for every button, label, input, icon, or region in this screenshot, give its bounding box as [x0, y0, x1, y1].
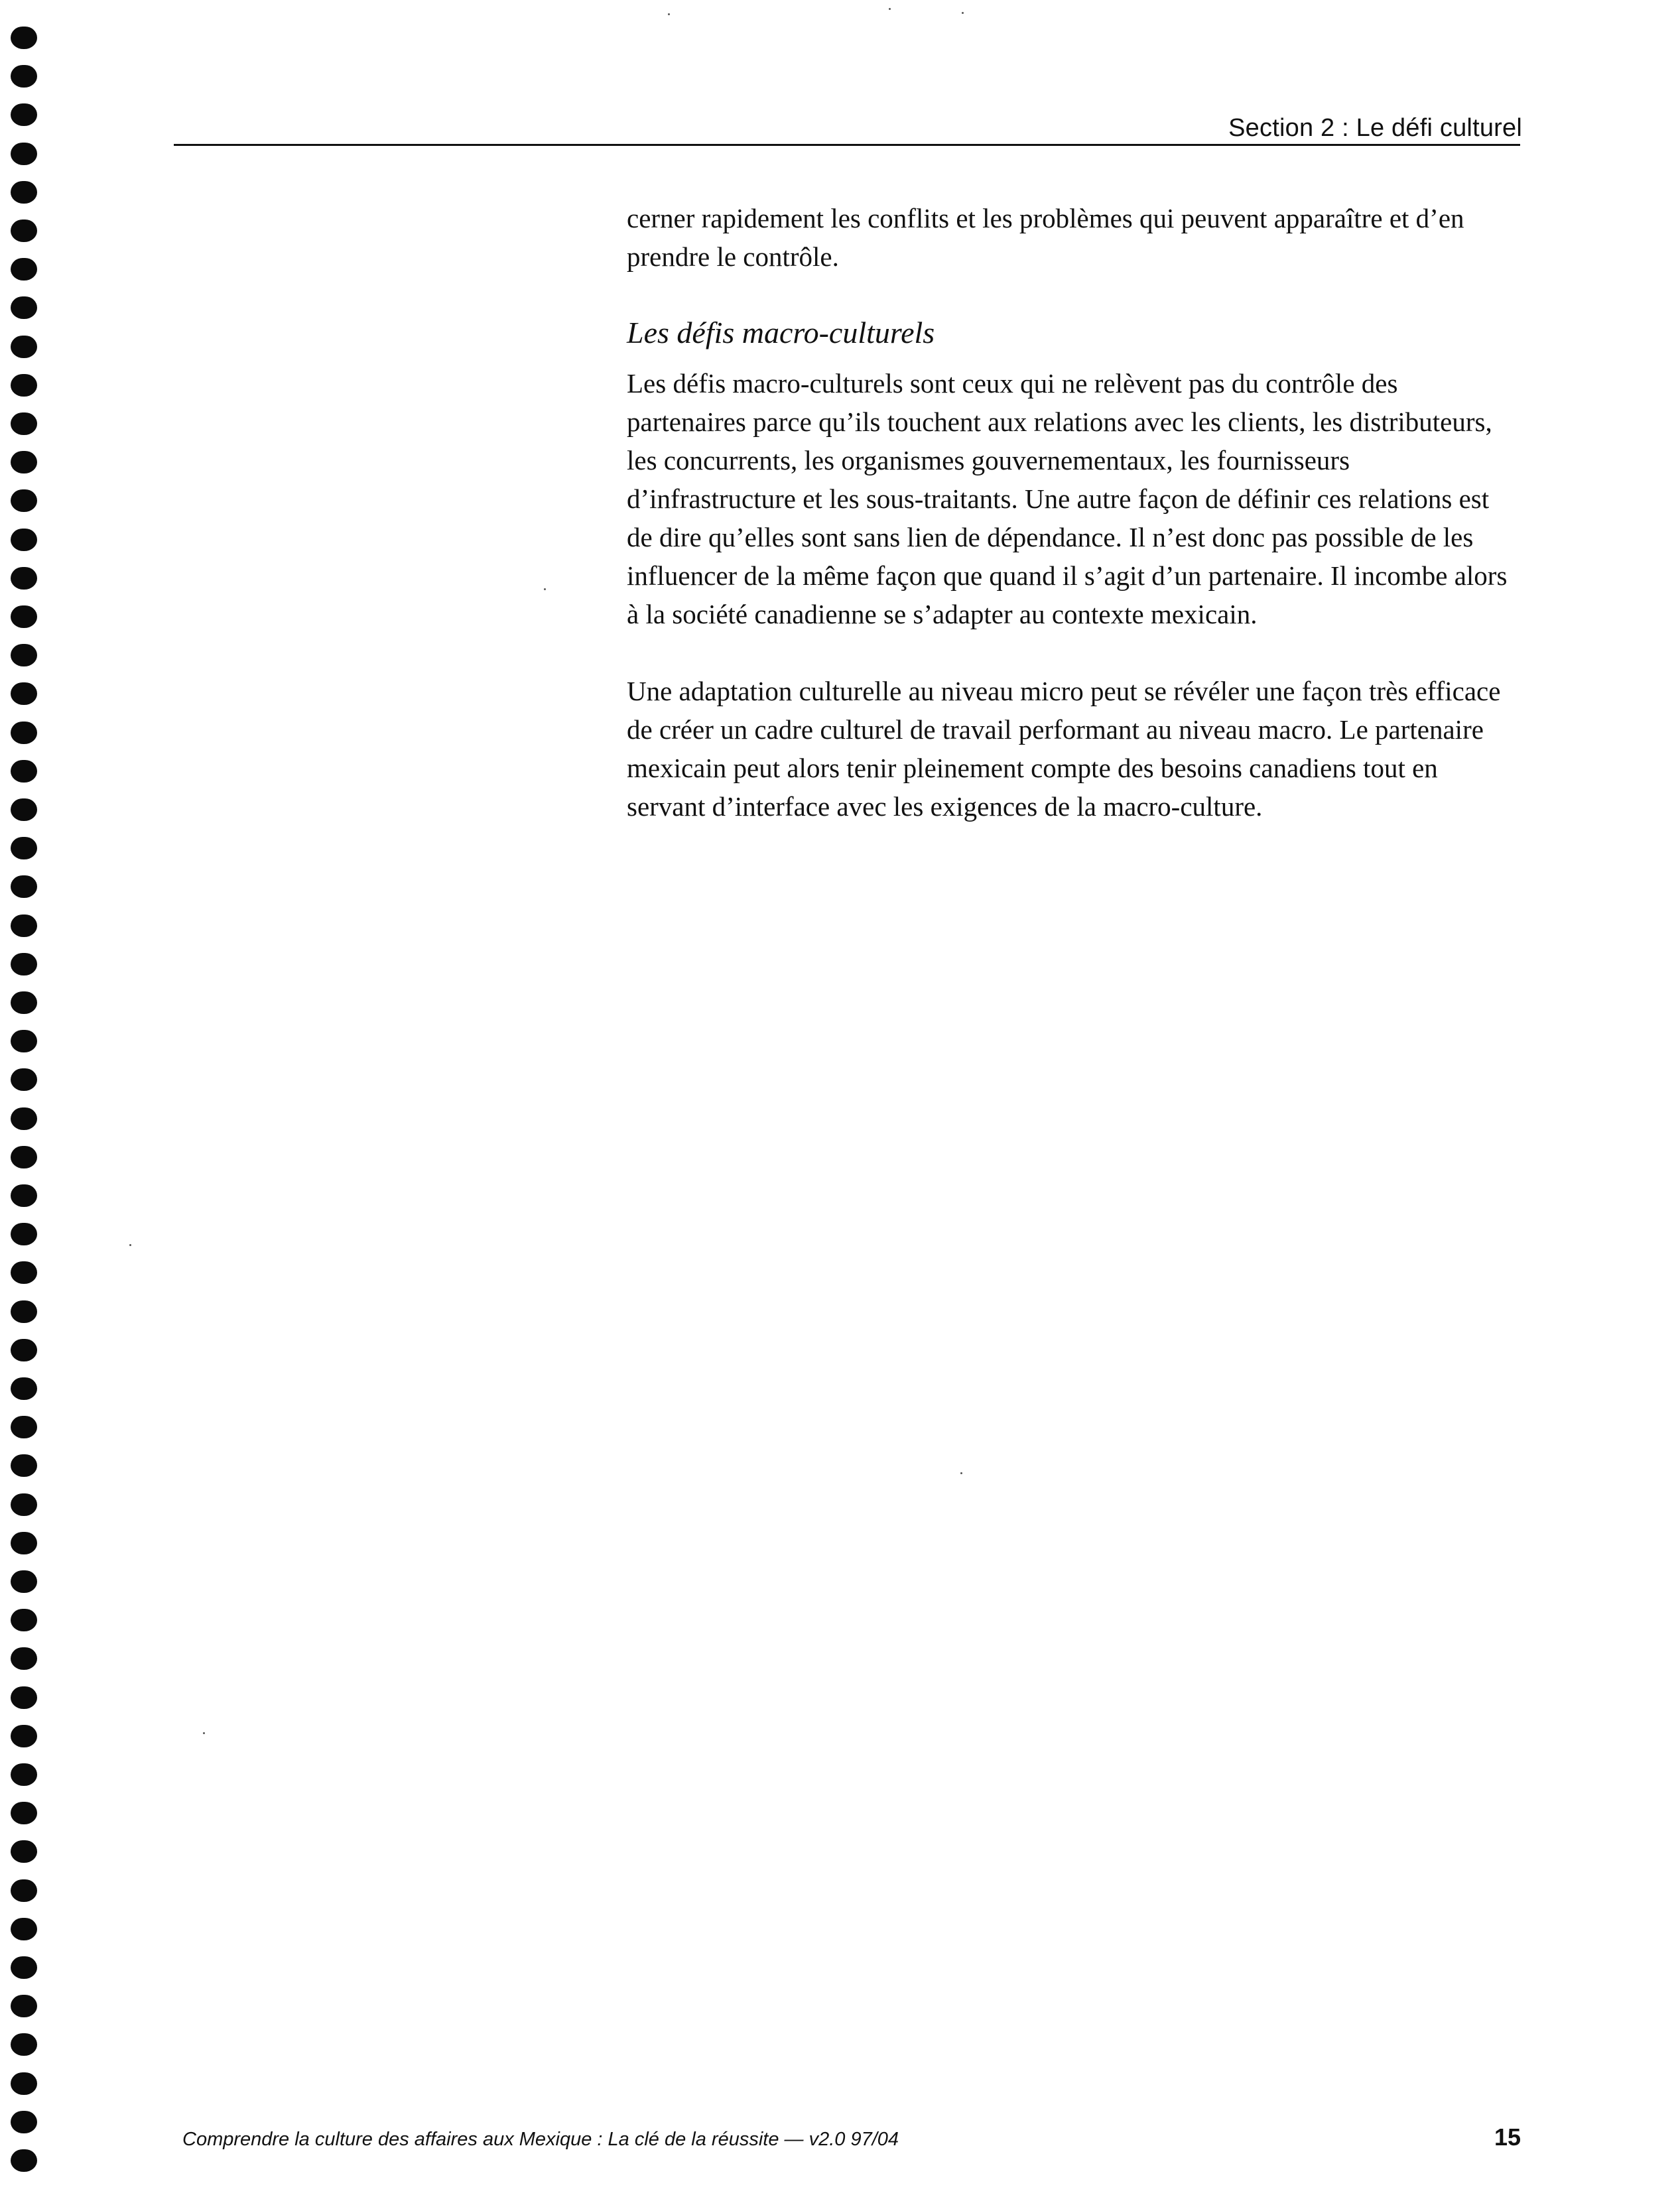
binding-hole	[11, 451, 37, 473]
binding-hole	[11, 1918, 37, 1940]
binding-hole	[11, 605, 37, 628]
binding-hole	[11, 1107, 37, 1130]
binding-hole	[11, 1261, 37, 1284]
scan-speck	[962, 12, 964, 14]
binding-hole	[11, 567, 37, 590]
scan-speck	[129, 1244, 131, 1246]
binding-hole	[11, 1416, 37, 1438]
binding-hole	[11, 1184, 37, 1207]
paragraph-1: Les défis macro-culturels sont ceux qui ne relèvent pas du contrôle des partenaires parce qu’ils touchent aux relations avec les clients, les distributeurs, les concurrents, les organismes gouvernementaux, les fournisseurs d’infrastructure et les sous-traitants. Une autre façon de définir ces relations est de dire qu’elles sont sans lien de dépendance. Il n’est donc pas possible de les influencer de la même façon que quand il s’agit d’un partenaire. Il incombe alors à la société canadienne se s’adapter au contexte mexicain.	[627, 368, 1508, 629]
binding-hole	[11, 1493, 37, 1516]
binding-hole	[11, 374, 37, 397]
paragraph-2: Une adaptation culturelle au niveau micro peut se révéler une façon très efficace de créer un cadre culturel de travail performant au niveau macro. Le partenaire mexicain peut alors tenir pleinement compte des besoins canadiens tout en servant d’interface avec les exigences de la macro-culture.	[627, 676, 1501, 822]
subheading: Les défis macro-culturels	[627, 316, 935, 349]
binding-hole	[11, 914, 37, 937]
main-content	[627, 199, 1516, 826]
binding-hole	[11, 412, 37, 435]
binding-hole	[11, 798, 37, 821]
binding-hole	[11, 1030, 37, 1052]
binding-holes	[7, 27, 41, 2195]
scan-speck	[544, 588, 546, 590]
binding-hole	[11, 336, 37, 358]
binding-hole	[11, 1570, 37, 1593]
scan-speck	[889, 8, 891, 10]
binding-hole	[11, 65, 37, 88]
binding-hole	[11, 837, 37, 859]
binding-hole	[11, 644, 37, 666]
page-number: 15	[1494, 2123, 1521, 2151]
binding-hole	[11, 1068, 37, 1091]
binding-hole	[11, 953, 37, 976]
binding-hole	[11, 1879, 37, 1902]
section-header: Section 2 : Le défi culturel	[1228, 114, 1522, 142]
binding-hole	[11, 2111, 37, 2133]
binding-hole	[11, 1647, 37, 1670]
binding-hole	[11, 27, 37, 49]
binding-hole	[11, 489, 37, 512]
binding-hole	[11, 103, 37, 126]
binding-hole	[11, 1454, 37, 1477]
binding-hole	[11, 2149, 37, 2172]
binding-hole	[11, 181, 37, 204]
binding-hole	[11, 760, 37, 783]
binding-hole	[11, 1377, 37, 1400]
binding-hole	[11, 1956, 37, 1979]
footer-document-title: Comprendre la culture des affaires aux Mexique : La clé de la réussite — v2.0 97/04	[182, 2129, 899, 2150]
binding-hole	[11, 1223, 37, 1245]
binding-hole	[11, 1802, 37, 1824]
binding-hole	[11, 1686, 37, 1709]
binding-hole	[11, 1763, 37, 1786]
scan-speck	[960, 1472, 962, 1474]
binding-hole	[11, 1995, 37, 2017]
scan-speck	[203, 1732, 205, 1734]
binding-hole	[11, 1339, 37, 1361]
binding-hole	[11, 1300, 37, 1323]
binding-hole	[11, 682, 37, 705]
binding-hole	[11, 143, 37, 165]
header-rule	[174, 144, 1520, 146]
binding-hole	[11, 296, 37, 319]
binding-hole	[11, 220, 37, 242]
binding-hole	[11, 1532, 37, 1554]
binding-hole	[11, 1840, 37, 1863]
binding-hole	[11, 991, 37, 1014]
scan-speck	[668, 13, 670, 15]
intro-paragraph: cerner rapidement les conflits et les problèmes qui peuvent apparaître et d’en prendre le contrôle.	[627, 203, 1464, 272]
binding-hole	[11, 258, 37, 281]
binding-hole	[11, 1609, 37, 1631]
binding-hole	[11, 722, 37, 744]
binding-hole	[11, 2072, 37, 2095]
binding-hole	[11, 1725, 37, 1747]
binding-hole	[11, 529, 37, 551]
binding-hole	[11, 1146, 37, 1168]
binding-hole	[11, 875, 37, 898]
binding-hole	[11, 2033, 37, 2056]
